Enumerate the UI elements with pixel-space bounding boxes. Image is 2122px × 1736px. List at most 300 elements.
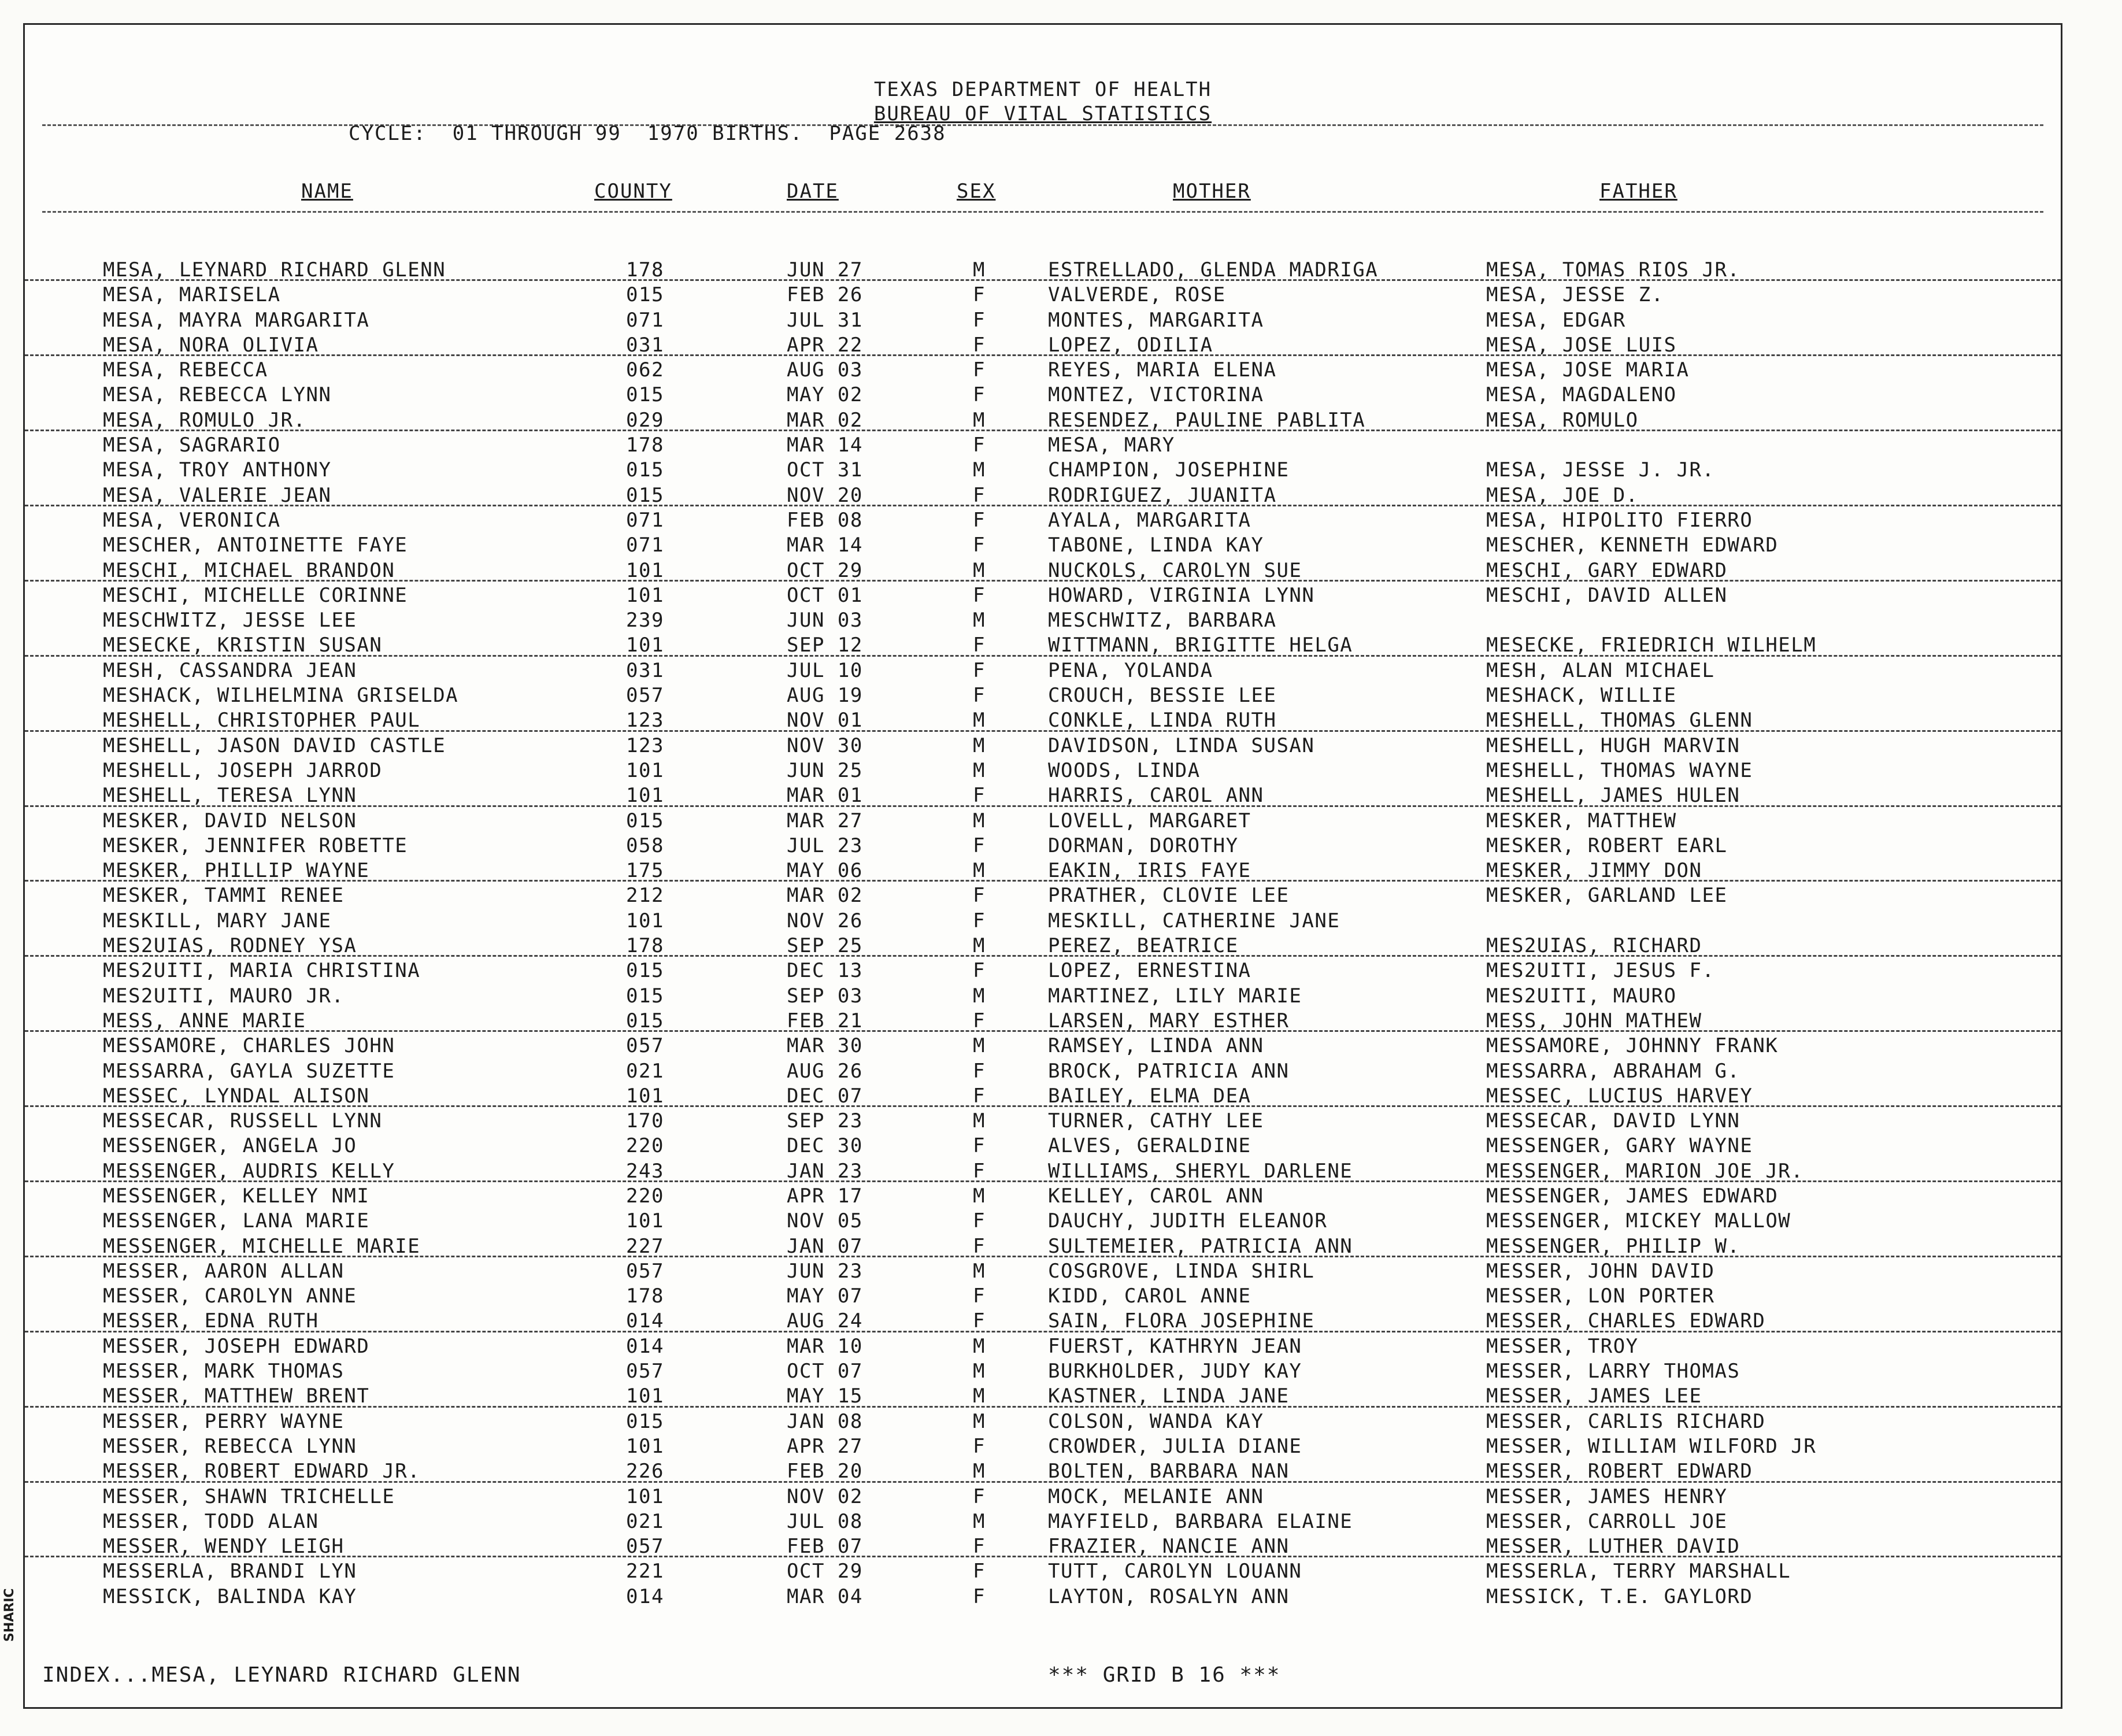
cell-date: NOV 01 — [787, 709, 863, 732]
cell-date: MAR 14 — [787, 434, 863, 457]
table-row — [25, 1307, 2061, 1332]
cell-date: MAR 27 — [787, 809, 863, 832]
cell-date: JAN 23 — [787, 1159, 863, 1183]
cell-sex: M — [973, 1409, 986, 1433]
cell-name: MESA, MARISELA — [103, 283, 281, 307]
cell-mother: MOCK, MELANIE ANN — [1048, 1485, 1264, 1508]
cell-mother: BOLTEN, BARBARA NAN — [1048, 1460, 1290, 1483]
table-row — [25, 281, 2061, 306]
table-row — [25, 857, 2061, 882]
cell-sex: F — [973, 1560, 986, 1583]
cell-father: MESKER, ROBERT EARL — [1486, 834, 1728, 857]
cell-father: MESSENGER, JAMES EDWARD — [1486, 1184, 1779, 1208]
cell-sex: M — [973, 1360, 986, 1383]
cell-sex: F — [973, 1535, 986, 1559]
cell-mother: KELLEY, CAROL ANN — [1048, 1184, 1264, 1208]
cell-father: MESSARRA, ABRAHAM G. — [1486, 1059, 1740, 1083]
cell-name: MESSER, REBECCA LYNN — [103, 1434, 357, 1458]
cell-father: MESHELL, THOMAS WAYNE — [1486, 758, 1753, 782]
cell-sex: M — [973, 1385, 986, 1408]
cell-name: MESSER, MATTHEW BRENT — [103, 1385, 370, 1408]
cell-father: MESSENGER, PHILIP W. — [1486, 1234, 1740, 1258]
cell-father: MESHELL, JAMES HULEN — [1486, 784, 1740, 808]
cell-sex: M — [973, 1334, 986, 1358]
cell-county: 101 — [626, 1434, 664, 1458]
cell-father: MESSER, ROBERT EDWARD — [1486, 1460, 1753, 1483]
cell-sex: M — [973, 1460, 986, 1483]
cell-county: 101 — [626, 558, 664, 582]
cell-father: MESA, JOSE MARIA — [1486, 358, 1690, 382]
cell-date: FEB 20 — [787, 1460, 863, 1483]
cell-date: AUG 03 — [787, 358, 863, 382]
cell-county: 175 — [626, 859, 664, 883]
cell-sex: F — [973, 784, 986, 808]
cell-county: 239 — [626, 609, 664, 632]
cell-name: MESA, MAYRA MARGARITA — [103, 308, 370, 332]
cell-father: MESKER, JIMMY DON — [1486, 859, 1702, 883]
cell-sex: F — [973, 583, 986, 607]
cell-name: MESA, REBECCA LYNN — [103, 383, 332, 407]
cell-date: OCT 29 — [787, 1560, 863, 1583]
cell-name: MESSICK, BALINDA KAY — [103, 1585, 357, 1608]
cell-mother: COLSON, WANDA KAY — [1048, 1409, 1264, 1433]
cell-county: 227 — [626, 1234, 664, 1258]
cell-sex: F — [973, 1084, 986, 1108]
cell-mother: HARRIS, CAROL ANN — [1048, 784, 1264, 808]
cell-date: MAR 14 — [787, 534, 863, 557]
cell-date: JUN 23 — [787, 1259, 863, 1283]
cell-date: NOV 30 — [787, 734, 863, 757]
table-row — [25, 331, 2061, 356]
cell-name: MESA, TROY ANTHONY — [103, 458, 332, 482]
table-row — [25, 557, 2061, 582]
cell-sex: F — [973, 1485, 986, 1508]
table-row — [25, 1433, 2061, 1457]
cell-mother: CONKLE, LINDA RUTH — [1048, 709, 1277, 732]
cell-county: 101 — [626, 1385, 664, 1408]
cell-mother: DAUCHY, JUDITH ELEANOR — [1048, 1209, 1328, 1233]
cell-mother: MAYFIELD, BARBARA ELAINE — [1048, 1509, 1353, 1533]
cell-father: MESCHI, DAVID ALLEN — [1486, 583, 1728, 607]
cell-father: MESECKE, FRIEDRICH WILHELM — [1486, 634, 1817, 657]
column-header-mother: MOTHER — [1173, 180, 1251, 203]
table-row — [25, 456, 2061, 481]
table-row — [25, 982, 2061, 1007]
cell-county: 014 — [626, 1585, 664, 1608]
cell-mother: WITTMANN, BRIGITTE HELGA — [1048, 634, 1353, 657]
cell-date: DEC 13 — [787, 959, 863, 983]
cell-county: 170 — [626, 1109, 664, 1133]
cell-name: MESSER, WENDY LEIGH — [103, 1535, 345, 1559]
cell-father: MESCHI, GARY EDWARD — [1486, 558, 1728, 582]
cell-sex: M — [973, 1509, 986, 1533]
cell-name: MESCHI, MICHELLE CORINNE — [103, 583, 408, 607]
cell-county: 021 — [626, 1509, 664, 1533]
cell-sex: F — [973, 333, 986, 357]
cell-date: APR 22 — [787, 333, 863, 357]
cell-father: MESSICK, T.E. GAYLORD — [1486, 1585, 1753, 1608]
side-label: SHARIC — [2, 1588, 17, 1642]
cell-county: 031 — [626, 658, 664, 682]
cell-sex: M — [973, 1034, 986, 1058]
cell-county: 101 — [626, 634, 664, 657]
cell-mother: DORMAN, DOROTHY — [1048, 834, 1239, 857]
cell-name: MESKER, DAVID NELSON — [103, 809, 357, 832]
cell-name: MESHELL, CHRISTOPHER PAUL — [103, 709, 421, 732]
cell-father: MESSEC, LUCIUS HARVEY — [1486, 1084, 1753, 1108]
cell-name: MESCHER, ANTOINETTE FAYE — [103, 534, 408, 557]
cell-sex: F — [973, 834, 986, 857]
cell-name: MESA, VALERIE JEAN — [103, 483, 332, 507]
table-row — [25, 1483, 2061, 1508]
cell-name: MESA, ROMULO JR. — [103, 408, 306, 432]
cell-sex: F — [973, 909, 986, 932]
cell-county: 220 — [626, 1184, 664, 1208]
cell-sex: M — [973, 458, 986, 482]
cell-father: MESSAMORE, JOHNNY FRANK — [1486, 1034, 1779, 1058]
table-row — [25, 1232, 2061, 1257]
table-row — [25, 1007, 2061, 1032]
cell-county: 101 — [626, 583, 664, 607]
cell-date: APR 17 — [787, 1184, 863, 1208]
cell-county: 178 — [626, 258, 664, 282]
column-header-name: NAME — [301, 180, 353, 203]
table-row — [25, 381, 2061, 406]
cell-name: MESCHI, MICHAEL BRANDON — [103, 558, 395, 582]
cell-county: 178 — [626, 434, 664, 457]
cell-father: MESHELL, THOMAS GLENN — [1486, 709, 1753, 732]
cell-name: MESSER, MARK THOMAS — [103, 1360, 345, 1383]
cell-sex: M — [973, 1109, 986, 1133]
cell-father: MESSER, JAMES HENRY — [1486, 1485, 1728, 1508]
cell-date: SEP 03 — [787, 984, 863, 1008]
cell-mother: BROCK, PATRICIA ANN — [1048, 1059, 1290, 1083]
cell-sex: M — [973, 984, 986, 1008]
cycle-line: CYCLE: 01 THROUGH 99 1970 BIRTHS. PAGE 2638 — [349, 122, 946, 145]
cell-mother: MESKILL, CATHERINE JANE — [1048, 909, 1340, 932]
cell-mother: LOVELL, MARGARET — [1048, 809, 1251, 832]
table-row — [25, 606, 2061, 631]
cell-county: 101 — [626, 1209, 664, 1233]
table-row — [25, 807, 2061, 832]
cell-date: DEC 07 — [787, 1084, 863, 1108]
cell-name: MESA, REBECCA — [103, 358, 268, 382]
cell-mother: PENA, YOLANDA — [1048, 658, 1213, 682]
cell-sex: M — [973, 408, 986, 432]
cell-county: 031 — [626, 333, 664, 357]
cell-sex: F — [973, 634, 986, 657]
cell-county: 057 — [626, 1034, 664, 1058]
cell-mother: LARSEN, MARY ESTHER — [1048, 1009, 1290, 1032]
cell-county: 062 — [626, 358, 664, 382]
table-row — [25, 306, 2061, 331]
cell-name: MESHELL, JASON DAVID CASTLE — [103, 734, 446, 757]
cell-name: MESA, VERONICA — [103, 508, 281, 532]
cell-date: JUN 25 — [787, 758, 863, 782]
cell-mother: PEREZ, BEATRICE — [1048, 934, 1239, 958]
cell-mother: COSGROVE, LINDA SHIRL — [1048, 1259, 1315, 1283]
table-row — [25, 256, 2061, 281]
cell-sex: F — [973, 358, 986, 382]
cell-sex: M — [973, 734, 986, 757]
cell-county: 101 — [626, 1084, 664, 1108]
cell-mother: PRATHER, CLOVIE LEE — [1048, 884, 1290, 908]
cell-name: MESH, CASSANDRA JEAN — [103, 658, 357, 682]
table-row — [25, 1382, 2061, 1407]
cell-county: 101 — [626, 909, 664, 932]
cell-name: MESKILL, MARY JANE — [103, 909, 332, 932]
cell-sex: F — [973, 534, 986, 557]
cell-father: MESA, JOSE LUIS — [1486, 333, 1677, 357]
cell-county: 015 — [626, 959, 664, 983]
cell-date: JUN 27 — [787, 258, 863, 282]
cell-county: 221 — [626, 1560, 664, 1583]
cell-father: MES2UITI, JESUS F. — [1486, 959, 1715, 983]
cell-name: MESA, SAGRARIO — [103, 434, 281, 457]
column-header-county: COUNTY — [594, 180, 672, 203]
table-row — [25, 1282, 2061, 1307]
cell-name: MESS, ANNE MARIE — [103, 1009, 306, 1032]
cell-name: MESSER, SHAWN TRICHELLE — [103, 1485, 395, 1508]
cell-sex: F — [973, 1134, 986, 1158]
cell-name: MES2UITI, MARIA CHRISTINA — [103, 959, 421, 983]
table-row — [25, 1182, 2061, 1207]
cell-county: 015 — [626, 1409, 664, 1433]
cell-father: MESA, EDGAR — [1486, 308, 1626, 332]
cell-county: 015 — [626, 809, 664, 832]
cell-mother: MONTEZ, VICTORINA — [1048, 383, 1264, 407]
table-row — [25, 1332, 2061, 1357]
cell-mother: ESTRELLADO, GLENDA MADRIGA — [1048, 258, 1379, 282]
cell-county: 014 — [626, 1334, 664, 1358]
cell-name: MESA, LEYNARD RICHARD GLENN — [103, 258, 446, 282]
cell-name: MESSER, CAROLYN ANNE — [103, 1285, 357, 1308]
table-row — [25, 482, 2061, 506]
table-row — [25, 506, 2061, 531]
cell-date: AUG 24 — [787, 1309, 863, 1333]
cell-name: MESCHWITZ, JESSE LEE — [103, 609, 357, 632]
cell-date: NOV 05 — [787, 1209, 863, 1233]
cell-mother: MONTES, MARGARITA — [1048, 308, 1264, 332]
table-row — [25, 732, 2061, 757]
cell-father: MESA, ROMULO — [1486, 408, 1639, 432]
cell-sex: F — [973, 684, 986, 708]
cell-county: 178 — [626, 934, 664, 958]
cell-county: 071 — [626, 508, 664, 532]
cell-sex: M — [973, 1259, 986, 1283]
cell-father: MESHELL, HUGH MARVIN — [1486, 734, 1740, 757]
table-row — [25, 657, 2061, 682]
cell-date: MAY 02 — [787, 383, 863, 407]
cell-county: 015 — [626, 984, 664, 1008]
cell-mother: AYALA, MARGARITA — [1048, 508, 1251, 532]
cell-sex: F — [973, 1209, 986, 1233]
cell-date: SEP 12 — [787, 634, 863, 657]
cell-mother: WILLIAMS, SHERYL DARLENE — [1048, 1159, 1353, 1183]
cell-father: MESKER, MATTHEW — [1486, 809, 1677, 832]
table-row — [25, 356, 2061, 381]
cell-date: APR 27 — [787, 1434, 863, 1458]
cell-mother: BAILEY, ELMA DEA — [1048, 1084, 1251, 1108]
cell-father: MESSER, CARLIS RICHARD — [1486, 1409, 1766, 1433]
cell-sex: M — [973, 709, 986, 732]
cell-date: FEB 07 — [787, 1535, 863, 1559]
cell-name: MESSER, TODD ALAN — [103, 1509, 319, 1533]
cell-sex: M — [973, 758, 986, 782]
table-row — [25, 1257, 2061, 1282]
cell-county: 101 — [626, 758, 664, 782]
cell-father: MES2UITI, MAURO — [1486, 984, 1677, 1008]
cell-date: MAR 01 — [787, 784, 863, 808]
cell-mother: WOODS, LINDA — [1048, 758, 1201, 782]
cell-date: MAY 07 — [787, 1285, 863, 1308]
index-footer: INDEX...MESA, LEYNARD RICHARD GLENN — [42, 1663, 521, 1687]
cell-name: MESSER, AARON ALLAN — [103, 1259, 345, 1283]
cell-date: JUL 31 — [787, 308, 863, 332]
cell-father: MESSERLA, TERRY MARSHALL — [1486, 1560, 1791, 1583]
cell-sex: F — [973, 434, 986, 457]
table-row — [25, 1032, 2061, 1057]
cell-sex: M — [973, 809, 986, 832]
cell-mother: CHAMPION, JOSEPHINE — [1048, 458, 1290, 482]
cell-name: MESA, NORA OLIVIA — [103, 333, 319, 357]
cell-father: MESSECAR, DAVID LYNN — [1486, 1109, 1740, 1133]
cell-mother: MESCHWITZ, BARBARA — [1048, 609, 1277, 632]
cell-county: 015 — [626, 458, 664, 482]
table-row — [25, 932, 2061, 957]
cell-county: 014 — [626, 1309, 664, 1333]
cell-sex: F — [973, 1059, 986, 1083]
cell-father: MES2UIAS, RICHARD — [1486, 934, 1702, 958]
cell-mother: FUERST, KATHRYN JEAN — [1048, 1334, 1302, 1358]
table-row — [25, 957, 2061, 982]
cell-mother: BURKHOLDER, JUDY KAY — [1048, 1360, 1302, 1383]
cell-mother: LAYTON, ROSALYN ANN — [1048, 1585, 1290, 1608]
cell-father: MESSER, LARRY THOMAS — [1486, 1360, 1740, 1383]
table-row — [25, 531, 2061, 556]
cell-mother: CROUCH, BESSIE LEE — [1048, 684, 1277, 708]
cell-date: MAY 06 — [787, 859, 863, 883]
cell-county: 015 — [626, 1009, 664, 1032]
cell-father: MESSER, LON PORTER — [1486, 1285, 1715, 1308]
cell-date: MAY 15 — [787, 1385, 863, 1408]
cell-name: MES2UIAS, RODNEY YSA — [103, 934, 357, 958]
cell-father: MESH, ALAN MICHAEL — [1486, 658, 1715, 682]
cell-mother: SULTEMEIER, PATRICIA ANN — [1048, 1234, 1353, 1258]
cell-sex: F — [973, 1009, 986, 1032]
cell-mother: RODRIGUEZ, JUANITA — [1048, 483, 1277, 507]
cell-name: MESSEC, LYNDAL ALISON — [103, 1084, 370, 1108]
cell-father: MESSER, CHARLES EDWARD — [1486, 1309, 1766, 1333]
table-row — [25, 1508, 2061, 1533]
cell-mother: ALVES, GERALDINE — [1048, 1134, 1251, 1158]
report-subtitle: BUREAU OF VITAL STATISTICS — [873, 102, 1212, 125]
cell-county: 015 — [626, 483, 664, 507]
cell-date: MAR 10 — [787, 1334, 863, 1358]
cell-county: 057 — [626, 1259, 664, 1283]
cell-name: MESSER, ROBERT EDWARD JR. — [103, 1460, 421, 1483]
cell-county: 123 — [626, 709, 664, 732]
cell-name: MESSER, EDNA RUTH — [103, 1309, 319, 1333]
cell-mother: LOPEZ, ERNESTINA — [1048, 959, 1251, 983]
cell-date: OCT 01 — [787, 583, 863, 607]
cell-mother: KIDD, CAROL ANNE — [1048, 1285, 1251, 1308]
cell-sex: M — [973, 934, 986, 958]
cell-county: 071 — [626, 534, 664, 557]
cell-father: MESS, JOHN MATHEW — [1486, 1009, 1702, 1032]
cell-county: 057 — [626, 1535, 664, 1559]
grid-footer: *** GRID B 16 *** — [1048, 1663, 1281, 1687]
cell-date: FEB 21 — [787, 1009, 863, 1032]
cell-mother: HOWARD, VIRGINIA LYNN — [1048, 583, 1315, 607]
cell-date: NOV 20 — [787, 483, 863, 507]
cell-father: MESA, JESSE J. JR. — [1486, 458, 1715, 482]
cell-mother: MESA, MARY — [1048, 434, 1175, 457]
cell-name: MESSENGER, ANGELA JO — [103, 1134, 357, 1158]
table-row — [25, 757, 2061, 782]
cell-father: MESSER, TROY — [1486, 1334, 1639, 1358]
cell-county: 071 — [626, 308, 664, 332]
cell-date: MAR 02 — [787, 408, 863, 432]
column-header-sex: SEX — [957, 180, 996, 203]
cell-county: 123 — [626, 734, 664, 757]
cell-sex: F — [973, 1585, 986, 1608]
cell-mother: VALVERDE, ROSE — [1048, 283, 1226, 307]
cell-mother: DAVIDSON, LINDA SUSAN — [1048, 734, 1315, 757]
cell-county: 226 — [626, 1460, 664, 1483]
cell-sex: F — [973, 283, 986, 307]
cell-sex: F — [973, 1159, 986, 1183]
cell-county: 015 — [626, 283, 664, 307]
table-row — [25, 1357, 2061, 1382]
cell-sex: F — [973, 1309, 986, 1333]
cell-sex: F — [973, 308, 986, 332]
cell-date: MAR 30 — [787, 1034, 863, 1058]
cell-name: MESHELL, JOSEPH JARROD — [103, 758, 383, 782]
table-row — [25, 882, 2061, 906]
table-row — [25, 1207, 2061, 1232]
column-header-divider — [42, 211, 2043, 213]
cell-name: MESHACK, WILHELMINA GRISELDA — [103, 684, 459, 708]
cell-sex: F — [973, 383, 986, 407]
cell-sex: F — [973, 1285, 986, 1308]
table-row — [25, 431, 2061, 456]
cell-county: 015 — [626, 383, 664, 407]
cell-name: MESSERLA, BRANDI LYN — [103, 1560, 357, 1583]
table-row — [25, 706, 2061, 731]
cell-father: MESCHER, KENNETH EDWARD — [1486, 534, 1779, 557]
cell-father: MESSER, CARROLL JOE — [1486, 1509, 1728, 1533]
cell-mother: MARTINEZ, LILY MARIE — [1048, 984, 1302, 1008]
cell-mother: RAMSEY, LINDA ANN — [1048, 1034, 1264, 1058]
cell-sex: F — [973, 959, 986, 983]
cell-name: MESSENGER, AUDRIS KELLY — [103, 1159, 395, 1183]
cell-name: MES2UITI, MAURO JR. — [103, 984, 345, 1008]
cell-sex: M — [973, 1184, 986, 1208]
cell-father: MESA, MAGDALENO — [1486, 383, 1677, 407]
cell-county: 021 — [626, 1059, 664, 1083]
cell-sex: F — [973, 1434, 986, 1458]
cell-sex: F — [973, 1234, 986, 1258]
cell-name: MESSER, PERRY WAYNE — [103, 1409, 345, 1433]
cell-mother: REYES, MARIA ELENA — [1048, 358, 1277, 382]
cell-date: NOV 02 — [787, 1485, 863, 1508]
cell-county: 178 — [626, 1285, 664, 1308]
cell-county: 101 — [626, 784, 664, 808]
table-row — [25, 1533, 2061, 1557]
cell-date: OCT 29 — [787, 558, 863, 582]
table-row — [25, 907, 2061, 932]
